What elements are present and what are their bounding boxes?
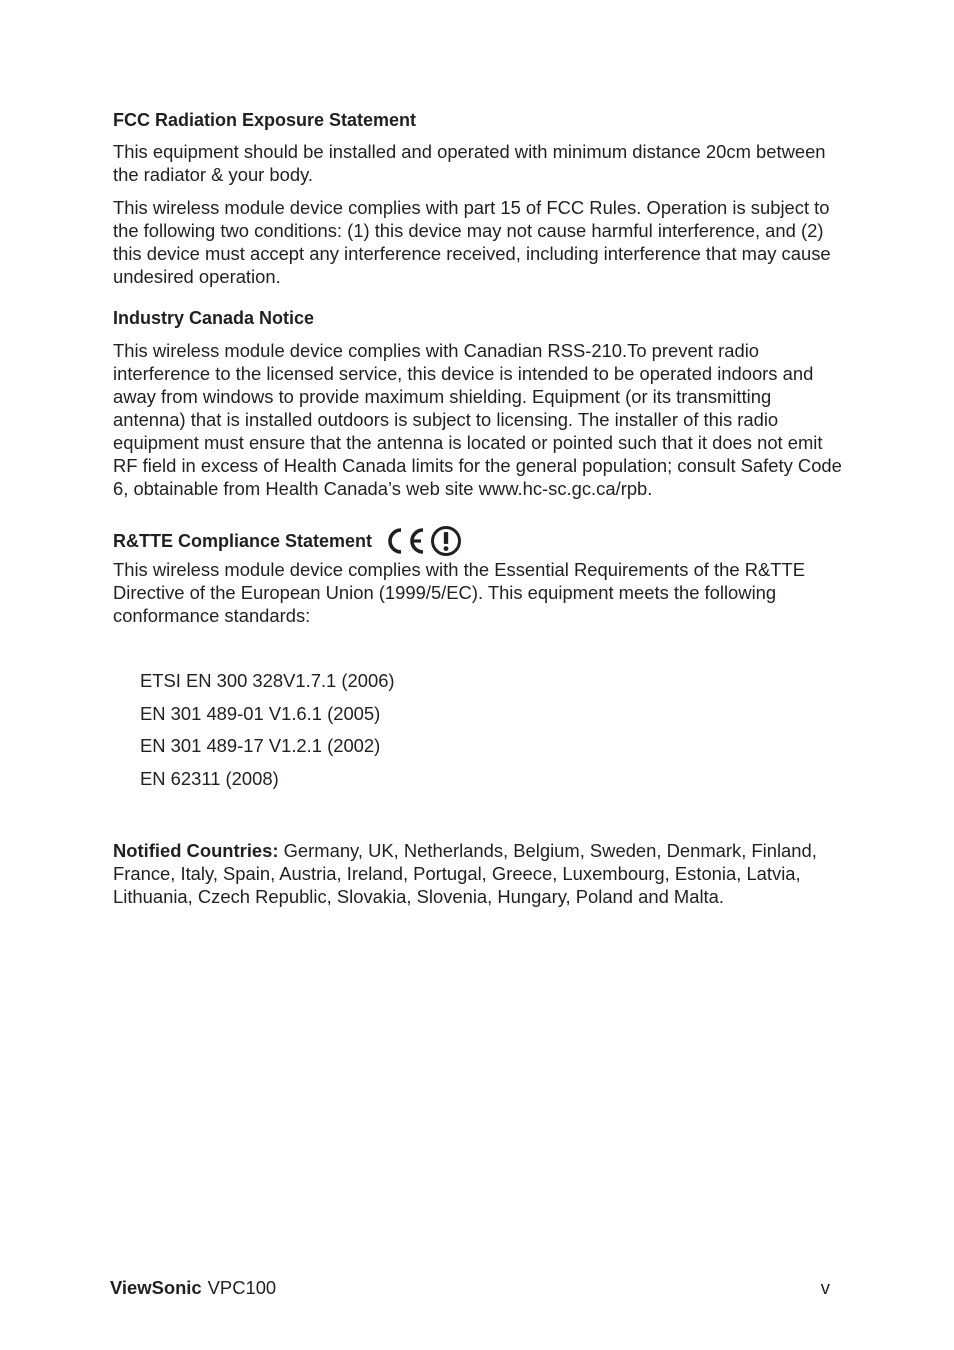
fcc-paragraph-1: This equipment should be installed and operated with minimum distance 20cm between the radiator & your body. (113, 141, 826, 185)
list-item: ETSI EN 300 328V1.7.1 (2006) (140, 670, 395, 691)
footer-brand: ViewSonic (110, 1277, 202, 1298)
list-item: EN 62311 (2008) (140, 767, 279, 789)
fcc-paragraph-2: This wireless module device complies with part 15 of FCC Rules. Operation is subject to the following two conditions: (1) this device may not cause harmful interference, and (2) this device must accept any interference received, including interference that may cause undesired operation. (113, 197, 831, 287)
list-item: EN 301 489-17 V1.2.1 (2002) (140, 735, 381, 756)
document-page (113, 108, 845, 908)
list-item: EN 301 489-01 V1.6.1 (2005) (140, 702, 381, 724)
industry-canada-heading: Industry Canada Notice (113, 308, 315, 328)
rtte-heading: R&TTE Compliance Statement (113, 531, 373, 551)
fcc-heading: FCC Radiation Exposure Statement (113, 110, 417, 130)
notified-countries-paragraph (113, 839, 845, 908)
rtte-paragraph: This wireless module device complies with the Essential Requirements of the R&TTE Directive of the European Union (1999/5/EC). This equipment meets the following conformance standards: (113, 559, 805, 626)
rtte-heading-row (113, 524, 845, 558)
alert-circle-icon (430, 525, 462, 557)
page-footer (110, 1275, 830, 1301)
ce-mark-icon (382, 526, 426, 556)
industry-canada-paragraph: This wireless module device complies with Canadian RSS-210.To prevent radio interference to the licensed service, this device is intended to be operated indoors and away from windows to provide maximum shielding. Equipment (or its transmitting antenna) that is installed outdoors is subject to licensing. The installer of this radio equipment must ensure that the antenna is located or pointed such that it does not emit RF field in excess of Health Canada limits for the general population; consult Safety Code 6, obtainable from Health Canada’s web site www.hc-sc.gc.ca/rpb. (113, 340, 842, 499)
notified-countries-text: Germany, UK, Netherlands, Belgium, Sweden, Denmark, Finland, France, Italy, Spain, Austria, Ireland, Portugal, Greece, Luxembourg, Estonia, Latvia, Lithuania, Czech Republic, Slovakia, Slovenia, Hungary, Poland and Malta. (113, 840, 817, 907)
page-number: v (820, 1277, 830, 1298)
standards-list (140, 669, 845, 799)
footer-model: VPC100 (207, 1277, 277, 1298)
compliance-marks (382, 525, 462, 557)
notified-countries-label: Notified Countries: (113, 840, 279, 861)
